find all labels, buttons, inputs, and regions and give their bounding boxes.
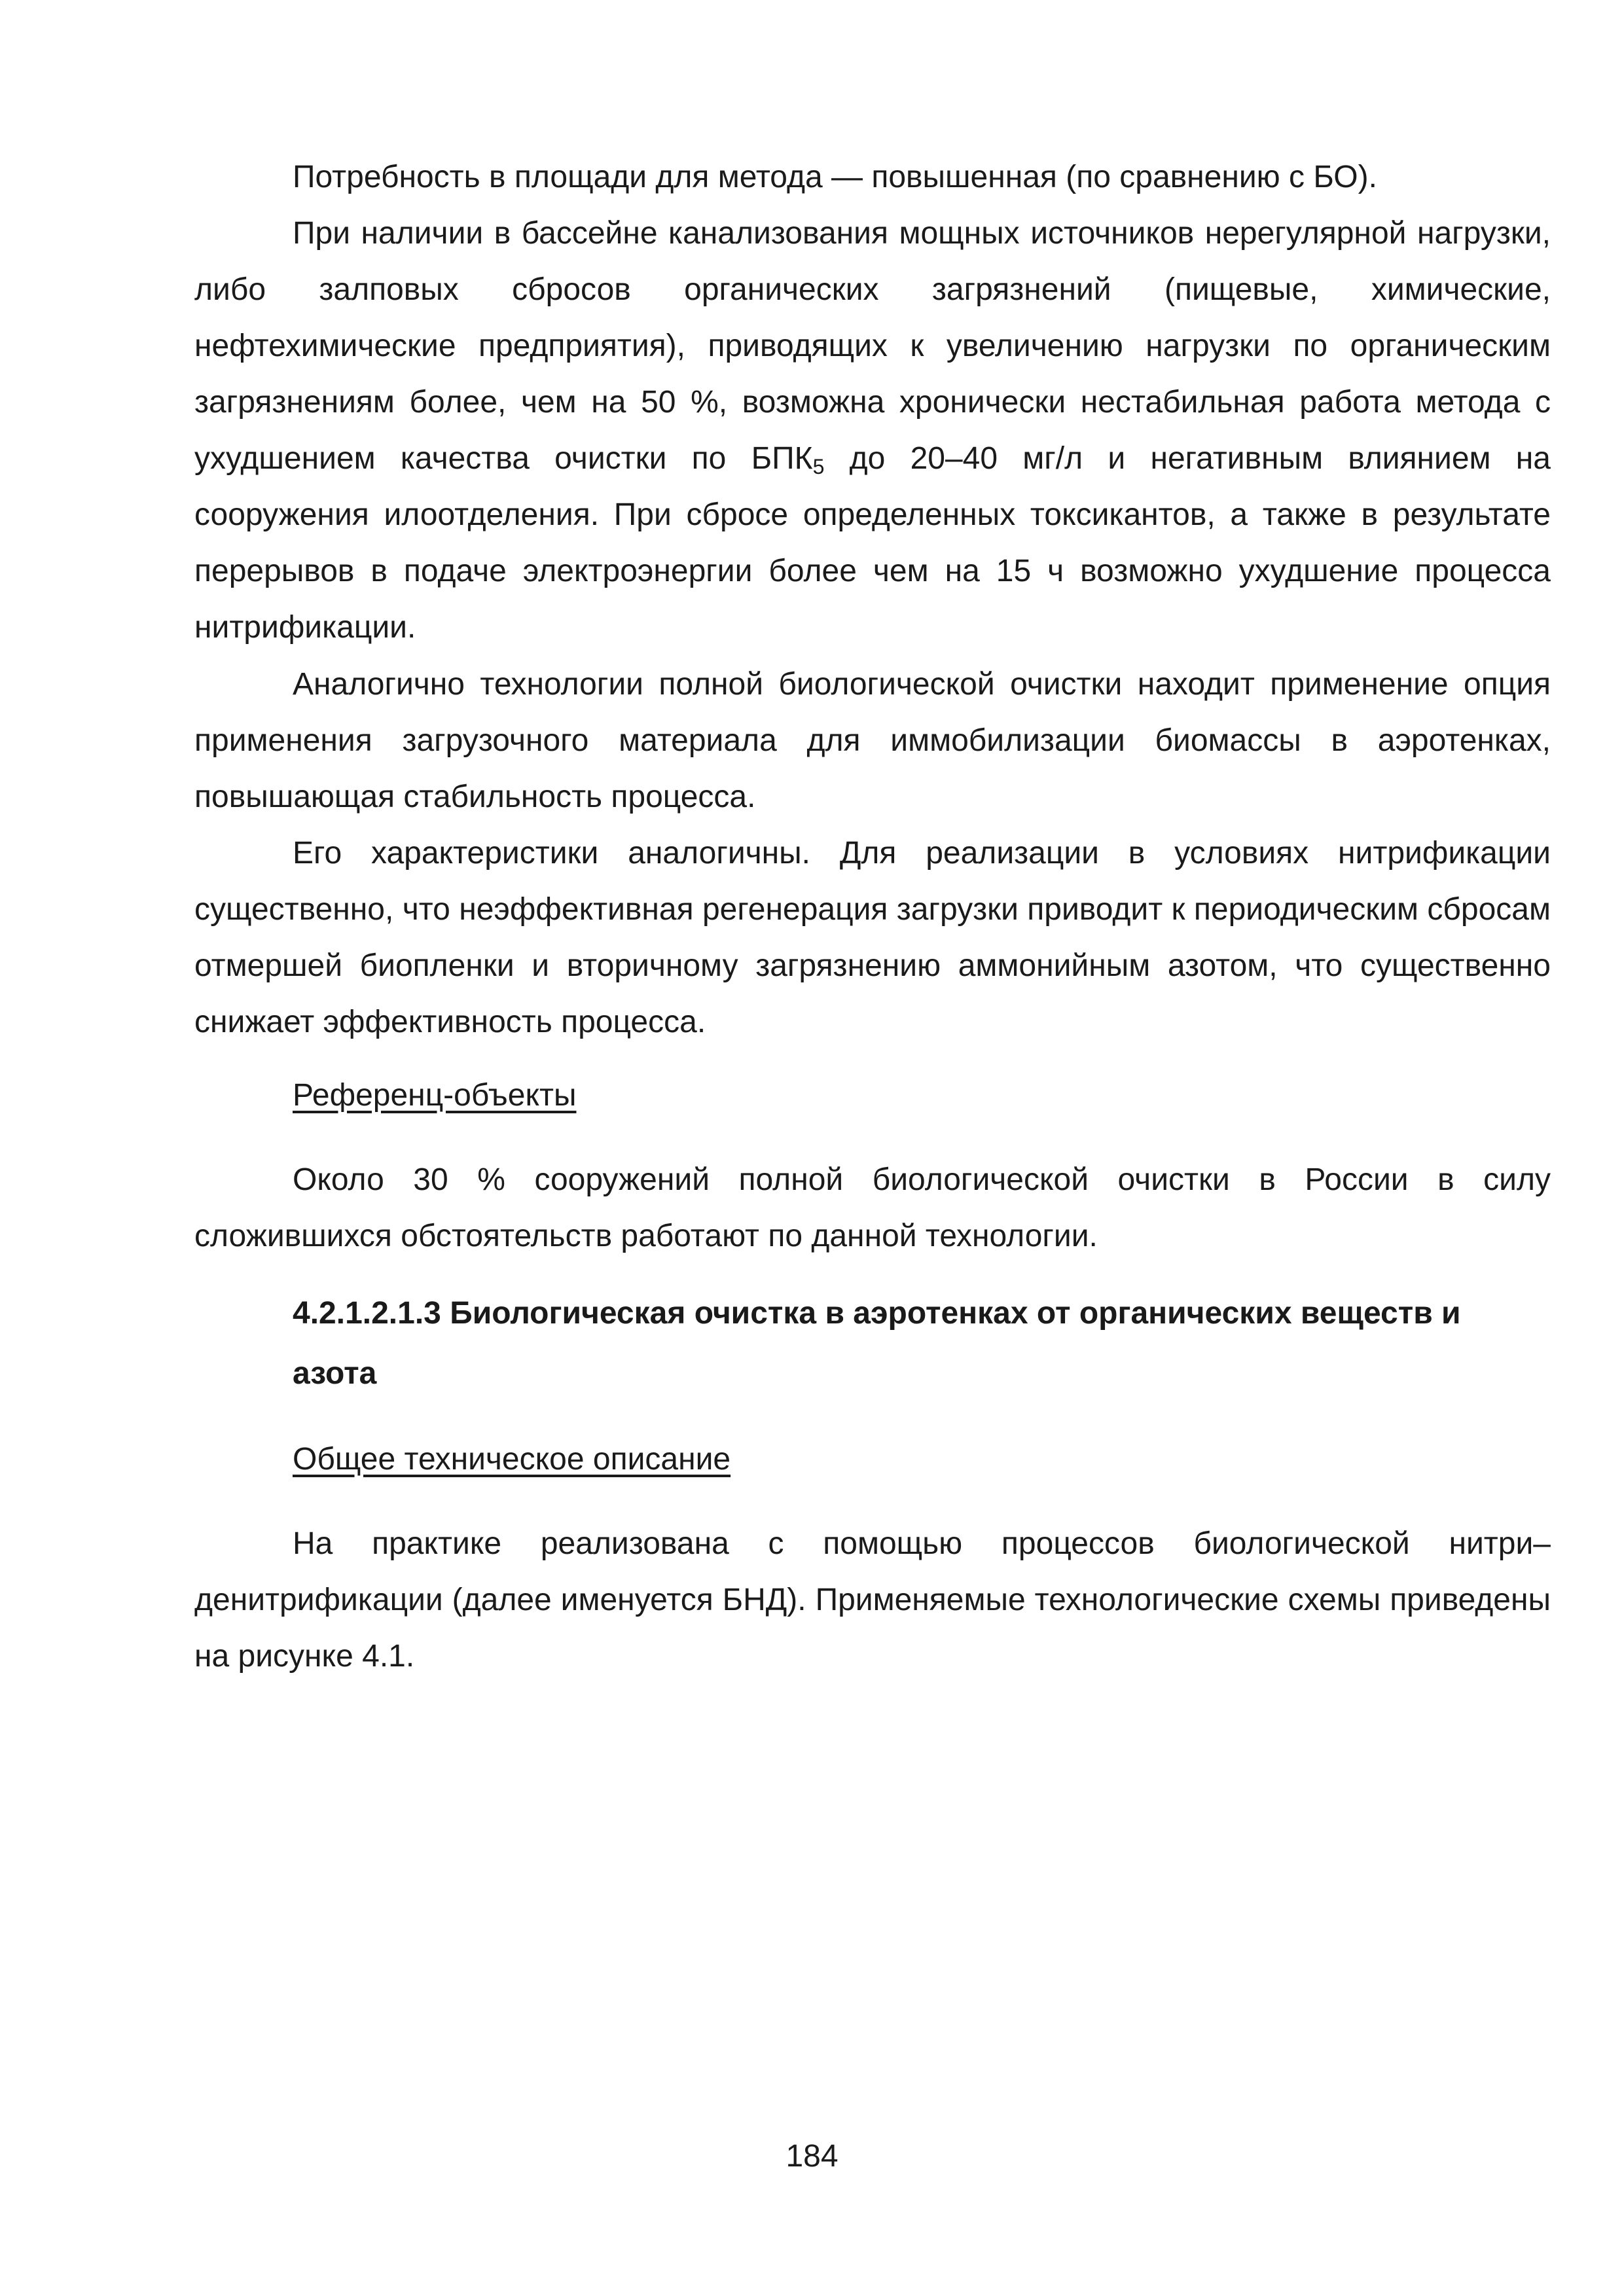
paragraph-text: Потребность в площади для метода — повышенная (по сравнению с БО). [293,160,1377,194]
paragraph-irregular-load [194,206,1551,656]
page-number: 184 [785,2139,839,2174]
paragraph-text: Около 30 % сооружений полной биологической очистки в России в силу сложившихся обстоятельств работают по данной технологии. [194,1162,1551,1253]
paragraph-bnd-practice [194,1516,1551,1685]
paragraph-characteristics [194,825,1551,1050]
subheading-general-description: Общее техническое описание [293,1442,731,1477]
paragraph-text: Его характеристики аналогичны. Для реализации в условиях нитрификации существенно, что неэффективная регенерация загрузки приводит к периодическим сбросам отмершей биопленки и вторичному загрязнению аммонийным азотом, что существенно снижает эффективность процесса. [194,836,1551,1039]
paragraph-text: При наличии в бассейне канализования мощных источников нерегулярной нагрузки, либо залповых сбросов органических загрязнений (пищевые, химические, нефтехимические предприятия), приводящих к увеличению нагрузки по органическим загрязнениям более, чем на 50 %, возможна хронически нестабильная работа метода с ухудшением качества очистки по БПК [194,216,1551,476]
paragraph-text: до 20–40 мг/л и негативным влиянием на сооружения илоотделения. При сбросе определенных токсикантов, а также в результате перерывов в подаче электроэнергии более чем на 15 ч возможно ухудшение процесса нитрификации. [194,441,1551,645]
paragraph-reference-share [194,1152,1551,1265]
paragraph-text: Аналогично технологии полной биологической очистки находит применение опция применения загрузочного материала для иммобилизации биомассы в аэротенках, повышающая стабильность процесса. [194,667,1551,814]
paragraph-immobilization [194,656,1551,825]
subheading-reference-objects: Референц-объекты [293,1078,577,1113]
section-heading: 4.2.1.2.1.3 Биологическая очистка в аэротенках от органических веществ и азота [293,1296,1461,1391]
subscript: 5 [812,455,825,478]
paragraph-text: На практике реализована с помощью процессов биологической нитри–денитрификации (далее именуется БНД). Применяемые технологические схемы приведены на рисунке 4.1. [194,1526,1551,1674]
paragraph-area-requirement [194,149,1551,206]
